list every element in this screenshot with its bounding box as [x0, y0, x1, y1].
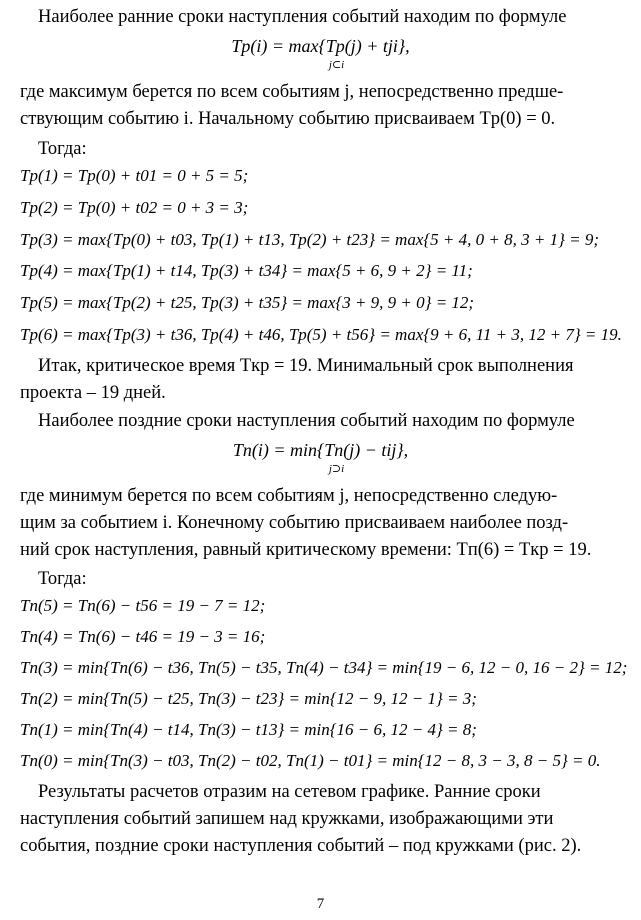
eq-early-5: Tр(5) = max{Tр(2) + t25, Tр(3) + t35} = max{3 + 9, 9 + 0} = 12;	[20, 293, 475, 312]
eq-late-5: Tп(1) = min{Tп(4) − t14, Tп(3) − t13} = min{16 − 6, 12 − 4} = 8;	[20, 720, 477, 739]
eq-early-6: Tр(6) = max{Tр(3) + t36, Tр(4) + t46, Tр(5) + t56} = max{9 + 6, 11 + 3, 12 + 7} = 19.	[20, 325, 622, 344]
then-label-1: Тогда:	[38, 139, 87, 159]
eq-late-3: Tп(3) = min{Tп(6) − t36, Tп(5) − t35, Tп(4) − t34} = min{19 − 6, 12 − 0, 16 − 2} = 12;	[20, 658, 628, 677]
page-number: 7	[316, 896, 325, 912]
eq-early-4: Tр(4) = max{Tр(1) + t14, Tр(3) + t34} = max{5 + 6, 9 + 2} = 11;	[20, 261, 473, 280]
eq-early-3: Tр(3) = max{Tр(0) + t03, Tр(1) + t13, Tр(2) + t23} = max{5 + 4, 0 + 8, 3 + 1} = 9;	[20, 230, 600, 249]
eq-early-2: Tр(2) = Tр(0) + t02 = 0 + 3 = 3;	[20, 198, 249, 217]
para-late-text-3: ний срок наступления, равный критическому времени: Tп(6) = Tкр = 19.	[20, 540, 592, 560]
para-early-intro: Наиболее ранние сроки наступления событий находим по формуле	[38, 7, 567, 27]
formula-early-subscript: j⊂i	[328, 59, 345, 71]
summary-line-1: Итак, критическое время Tкр = 19. Минимальный срок выполнения	[38, 356, 574, 376]
para-early-text-1: где максимум берется по всем событиям j, непосредственно предше-	[20, 82, 564, 102]
final-line-1: Результаты расчетов отразим на сетевом графике. Ранние сроки	[38, 782, 541, 802]
para-late-text-2: щим за событием i. Конечному событию присваиваем наиболее позд-	[20, 513, 569, 533]
eq-late-6: Tп(0) = min{Tп(3) − t03, Tп(2) − t02, Tп(1) − t01} = min{12 − 8, 3 − 3, 8 − 5} = 0.	[20, 751, 601, 770]
eq-late-2: Tп(4) = Tп(6) − t46 = 19 − 3 = 16;	[20, 627, 266, 646]
eq-late-1: Tп(5) = Tп(6) − t56 = 19 − 7 = 12;	[20, 596, 266, 615]
formula-late: Tп(i) = min{Tп(j) − tij},	[232, 440, 409, 460]
summary-line-2: проекта – 19 дней.	[20, 383, 166, 403]
para-late-intro: Наиболее поздние сроки наступления событий находим по формуле	[38, 411, 575, 431]
final-line-2: наступления событий запишем над кружками, изображающими эти	[20, 809, 554, 829]
final-line-3: события, поздние сроки наступления событий – под кружками (рис. 2).	[20, 836, 582, 856]
para-late-text-1: где минимум берется по всем событиям j, непосредственно следую-	[20, 486, 558, 506]
then-label-2: Тогда:	[38, 569, 87, 589]
formula-early: Tр(i) = max{Tр(j) + tji},	[231, 36, 410, 56]
eq-early-1: Tр(1) = Tр(0) + t01 = 0 + 5 = 5;	[20, 166, 249, 185]
eq-late-4: Tп(2) = min{Tп(5) − t25, Tп(3) − t23} = min{12 − 9, 12 − 1} = 3;	[20, 689, 477, 708]
formula-late-subscript: j⊃i	[328, 463, 345, 475]
para-early-text-2: ствующим событию i. Начальному событию присваиваем Tр(0) = 0.	[20, 109, 556, 129]
